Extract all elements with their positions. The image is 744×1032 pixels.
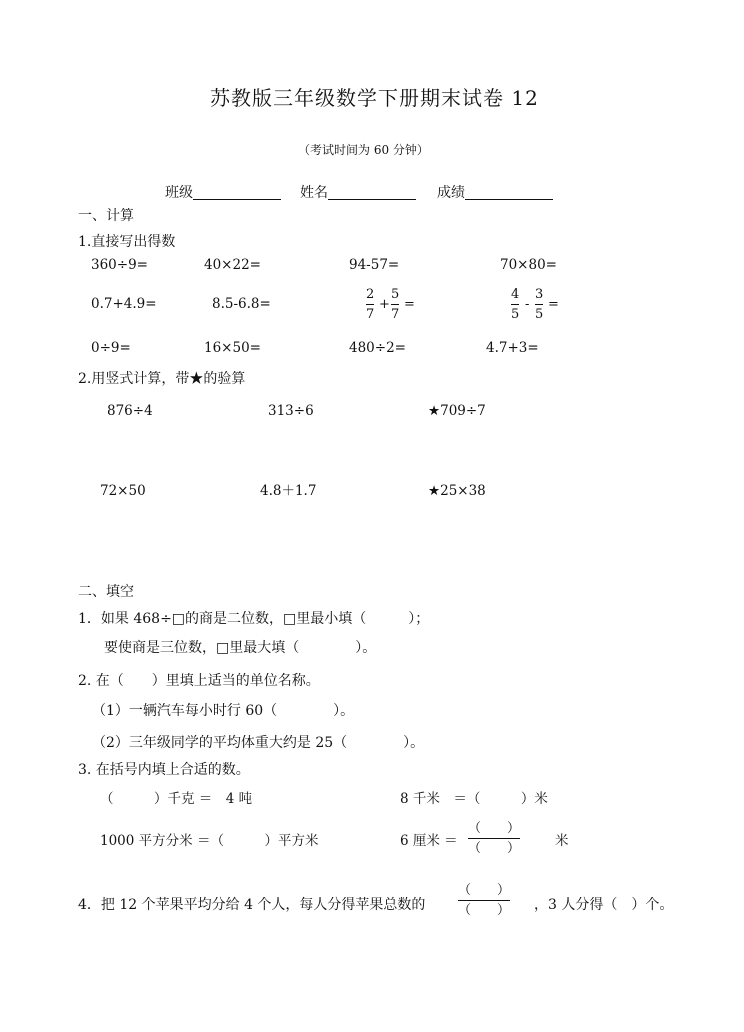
denominator: 7 [391, 307, 400, 322]
fraction [391, 288, 399, 321]
numerator: 5 [391, 287, 400, 302]
q2-label: 2.用竖式计算，带★的验算 [78, 371, 246, 387]
fraction [511, 288, 519, 321]
equals-sign: = [548, 297, 559, 312]
calc-item: 0÷9= [91, 340, 131, 356]
exam-duration: （考试时间为 60 分钟） [298, 143, 429, 157]
calc-item: 40×22= [204, 257, 261, 273]
equals-sign: = [404, 297, 415, 312]
unit-conversion-d-unit: 米 [555, 833, 569, 849]
fill-q1-line2: 要使商是三位数，□里最大填（ ）。 [104, 640, 377, 656]
calc-item: 0.7+4.9= [91, 296, 157, 312]
calc-item: 4.7+3= [486, 340, 539, 356]
numerator: 2 [366, 287, 375, 302]
vertical-calc-item: 876÷4 [107, 403, 153, 419]
fill-q2-line3: （2）三年级同学的平均体重大约是 25（ ）。 [92, 735, 425, 751]
fill-q4-left: 4．把 12 个苹果平均分给 4 个人，每人分得苹果总数的 [78, 897, 426, 913]
score-blank[interactable] [465, 185, 553, 200]
name-field [300, 185, 416, 200]
name-blank[interactable] [328, 185, 416, 200]
blank-fraction[interactable] [458, 884, 510, 917]
numerator-blank[interactable]: （ ） [458, 883, 511, 898]
vertical-calc-item-check: ★709÷7 [428, 403, 486, 419]
minus-operator: - [525, 297, 530, 312]
denominator: 5 [535, 307, 544, 322]
fill-q1-line1: 1．如果 468÷□的商是二位数，□里最小填（ ）； [78, 611, 430, 627]
fill-q2-line2: （1）一辆汽车每小时行 60（ ）。 [92, 703, 355, 719]
q1-label: 1.直接写出得数 [78, 234, 176, 250]
plus-operator: + [379, 297, 390, 312]
numerator: 3 [535, 287, 544, 302]
unit-conversion-a: （ ）千克 ＝ 4 吨 [100, 791, 253, 807]
vertical-calc-item: 4.8＋1.7 [260, 483, 317, 499]
class-label: 班级 [165, 185, 193, 201]
fill-q4-right: ，3 人分得（ ）个。 [534, 897, 674, 913]
denominator-blank[interactable]: （ ） [468, 841, 521, 856]
name-label: 姓名 [300, 185, 328, 201]
score-field [437, 185, 553, 200]
fill-q3-label: 3. 在括号内填上合适的数。 [78, 762, 250, 778]
vertical-calc-item: 313÷6 [268, 403, 314, 419]
calc-item: 8.5-6.8= [212, 296, 271, 312]
vertical-calc-item: 72×50 [100, 483, 146, 499]
calc-item: 480÷2= [349, 340, 406, 356]
blank-fraction[interactable] [468, 822, 520, 855]
unit-conversion-d-left: 6 厘米 ＝ [400, 833, 458, 849]
page-title: 苏教版三年级数学下册期末试卷 12 [210, 86, 539, 110]
calc-item: 94-57= [349, 257, 400, 273]
unit-conversion-b: 8 千米 ＝（ ）米 [400, 791, 548, 807]
section1-heading: 一、计算 [78, 208, 134, 224]
score-label: 成绩 [437, 185, 465, 201]
calc-item: 16×50= [204, 340, 261, 356]
denominator: 7 [366, 307, 375, 322]
fill-q2-line1: 2. 在（ ）里填上适当的单位名称。 [78, 673, 320, 689]
class-field [165, 185, 281, 200]
class-blank[interactable] [193, 185, 281, 200]
numerator: 4 [511, 287, 520, 302]
vertical-calc-item-check: ★25×38 [428, 483, 486, 499]
numerator-blank[interactable]: （ ） [468, 821, 521, 836]
section2-heading: 二、填空 [78, 584, 134, 600]
denominator-blank[interactable]: （ ） [458, 903, 511, 918]
calc-item: 70×80= [500, 257, 557, 273]
fraction [366, 288, 374, 321]
unit-conversion-c: 1000 平方分米 ＝（ ）平方米 [100, 833, 319, 849]
calc-item: 360÷9= [91, 257, 148, 273]
fraction [535, 288, 543, 321]
denominator: 5 [511, 307, 520, 322]
